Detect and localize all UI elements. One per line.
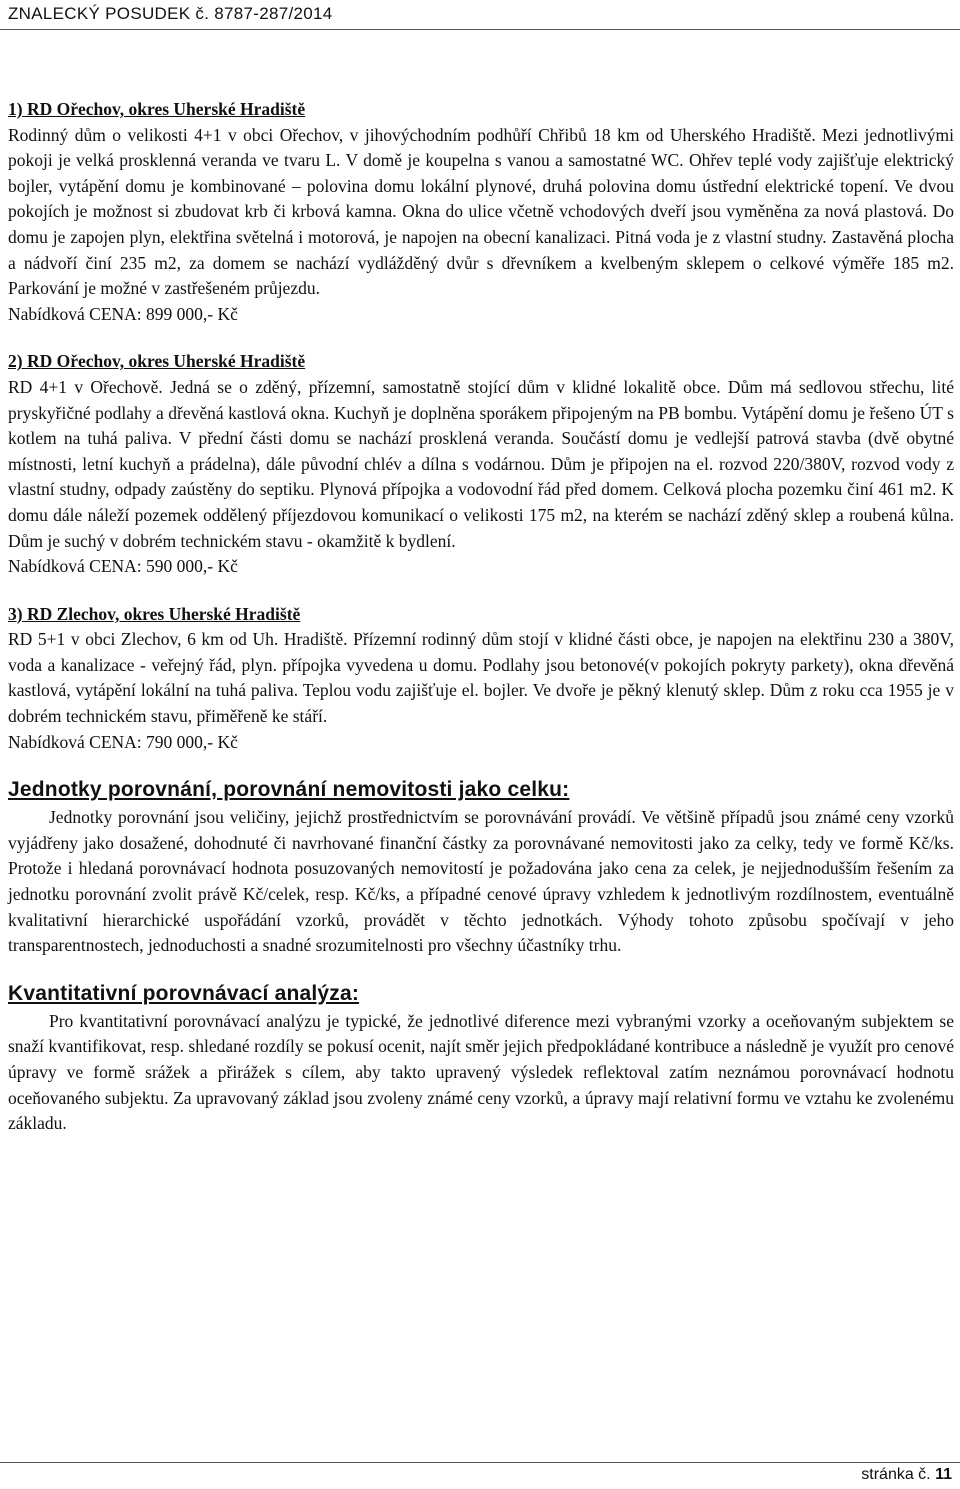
section-text-comparison-units: Jednotky porovnání jsou veličiny, jejichž prostřednictvím se porovnávání provádí. Ve většině případů jsou známé ceny vzorků vyjádřeny jako dosažené, dohodnuté či navrhované finanční částky za porovnávané nemovitosti jako za celky, tedy ve formě Kč/ks. Protože i hledaná porovnávací hodnota posuzovaných nemovitostí je požadována jako cena za celek, je nejjednodušším řešením za jednotku porovnání zvolit právě Kč/celek, resp. Kč/ks, a případné cenové úpravy vzhledem k jednotlivým rozdílnostem, eventuálně kvalitativní hierarchické uspořádání vzorků, provádět v těchto jednotkách. Výhody tohoto způsobu spočívají v jeho transparentnostech, jednoduchosti a snadné srozumitelnosti pro všechny účastníky trhu. — [8, 807, 954, 956]
page-label: stránka č. — [861, 1466, 931, 1483]
property-listing-3 — [8, 602, 954, 756]
property-price: Nabídková CENA: 590 000,- Kč — [8, 556, 238, 577]
spacer — [8, 580, 954, 602]
property-price: Nabídková CENA: 790 000,- Kč — [8, 731, 238, 752]
header-divider — [0, 29, 960, 30]
section-heading-comparison-units: Jednotky porovnání, porovnání nemovitosti jako celku: — [8, 778, 570, 802]
section-heading-quantitative-analysis: Kvantitativní porovnávací analýza: — [8, 981, 360, 1005]
spacer — [8, 327, 954, 349]
property-description: RD 5+1 v obci Zlechov, 6 km od Uh. Hradiště. Přízemní rodinný dům stojí v klidné části obce, je napojen na elektřinu 230 a 380V, voda a kanalizace - veřejný řád, plyn. přípojka vyvedena u domu. Podlahy jsou betonové(v pokojích pokryty parkety), okna dřevěná kastlová, vytápění lokální na tuhá paliva. Teplou vodu zajišťuje el. bojler. Ve dvoře je pěkný klenutý sklep. Dům z roku cca 1955 je v dobrém technickém stavu, přiměřeně ke stáří. — [8, 629, 954, 727]
page-header: ZNALECKÝ POSUDEK č. 8787-287/2014 — [8, 4, 333, 23]
property-title: 1) RD Ořechov, okres Uherské Hradiště — [8, 99, 306, 119]
page-footer — [861, 1466, 952, 1484]
section-text-quantitative-analysis: Pro kvantitativní porovnávací analýzu je typické, že jednotlivé diference mezi vybranými vzorky a oceňovaným subjektem se snaží kvantifikovat, resp. shledané rozdíly se pokusí ocenit, najít směr jejich předpokládané kontribuce a následně je využít pro cenové úpravy ve formě srážek a přirážek s cílem, aby takto upravený výsledek reflektoval zatím neznámou porovnávací hodnotu oceňovaného subjektu. Za upravovaný základ jsou zvoleny známé ceny vzorků, a úpravy mají relativní formu ve vztahu ke zvolenému základu. — [8, 1010, 954, 1134]
property-price: Nabídková CENA: 899 000,- Kč — [8, 303, 238, 324]
property-title: 3) RD Zlechov, okres Uherské Hradiště — [8, 603, 301, 624]
footer-divider — [0, 1462, 960, 1463]
page-number: 11 — [935, 1466, 952, 1483]
property-description: RD 4+1 v Ořechově. Jedná se o zděný, přízemní, samostatně stojící dům v klidné lokalitě obce. Dům má sedlovou střechu, lité pryskyřičné podlahy a dřevěná kastlová okna. Kuchyň je doplněna sporákem připojeným na PB bombu. Vytápění domu je řešeno ÚT s kotlem na tuhá paliva. V přední části domu se nachází prosklená veranda. Součástí domu je vedlejší patrová stavba (dvě obytné místnosti, letní kuchyň a prádelna), dále původní chlév a dílna s vodárnou. Dům je připojen na el. rozvod 220/380V, rozvod vody z vlastní studny, odpady zaústěny do septiku. Plynová přípojka a vodovodní řád před domem. Celková plocha pozemku činí 461 m2. K domu dále náleží pozemek oddělený příjezdovou komunikací o velikosti 175 m2, na kterém se nachází zděný sklep a roubená kůlna. Dům je suchý v dobrém technickém stavu - okamžitě k bydlení. — [8, 376, 954, 551]
property-title: 2) RD Ořechov, okres Uherské Hradiště — [8, 351, 306, 372]
document-body — [8, 97, 954, 1137]
property-listing-1 — [8, 97, 954, 327]
property-description: Rodinný dům o velikosti 4+1 v obci Ořechov, v jihovýchodním podhůří Chřibů 18 km od Uherského Hradiště. Mezi jednotlivými pokoji je velká prosklenná veranda ve tvaru L. V domě je koupelna s vanou a samostatné WC. Ohřev teplé vody zajišťuje elektrický bojler, vytápění domu je kombinované – polovina domu lokální plynové, druhá polovina domu ústřední elektrické topení. Ve dvou pokojích je možnost si zbudovat krb či krbová kamna. Okna do ulice včetně vchodových dveří jsou vyměněna za nová plastová. Do domu je zapojen plyn, elektřina světelná i motorová, je napojen na obecní kanalizaci. Pitná voda je z vlastní studny. Zastavěná plocha a nádvoří činí 235 m2, za domem se nachází vydlážděný dvůr s dřevníkem a kvelbeným sklepem o celkové výměře 185 m2. Parkování je možné v zastřešeném průjezdu. — [8, 124, 954, 299]
property-listing-2 — [8, 349, 954, 579]
